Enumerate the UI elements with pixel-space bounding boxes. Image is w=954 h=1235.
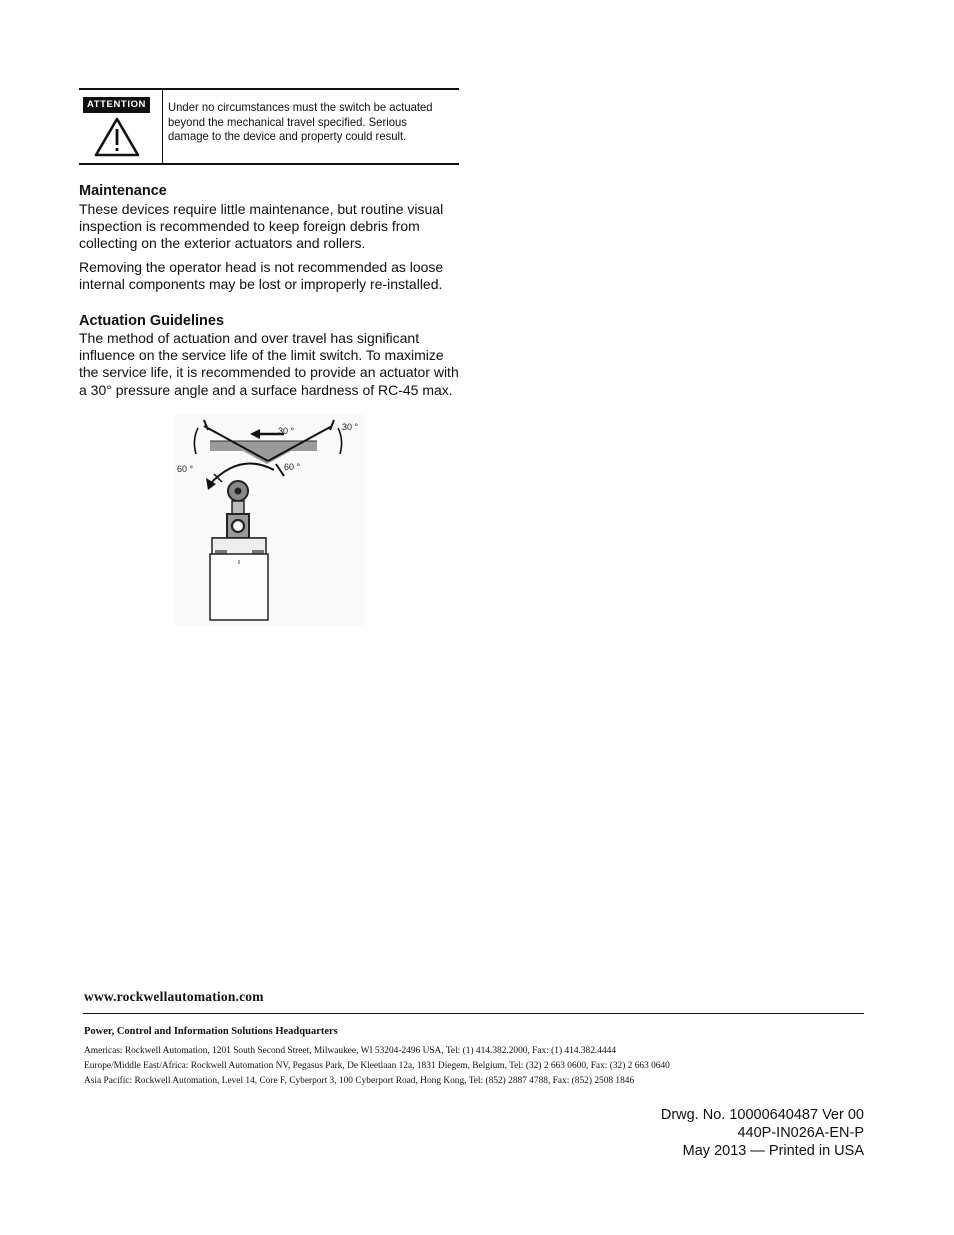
maintenance-paragraph-2: Removing the operator head is not recommended as loose internal components may be lost or improperly re-installed. xyxy=(79,259,444,293)
date-line: May 2013 — Printed in USA xyxy=(682,1143,864,1159)
drawing-number: Drwg. No. 10000640487 Ver 00 xyxy=(660,1107,864,1123)
maintenance-heading: Maintenance xyxy=(79,183,167,199)
attention-box xyxy=(79,88,459,165)
actuation-heading: Actuation Guidelines xyxy=(79,313,225,329)
roller-hub xyxy=(235,488,242,495)
actuation-paragraph: The method of actuation and over travel has significant influence on the service life of the limit switch. To maximize the service life, it is recommended to provide an actuator with a 30° pressure angle and a surface hardness of RC-45 max. xyxy=(79,330,459,398)
lever-arm xyxy=(232,501,244,515)
attention-left-cell xyxy=(79,90,163,163)
footer-address-emea: Europe/Middle East/Africa: Rockwell Automation NV, Pegasus Park, De Kleetlaan 12a, 1831 Diegem, Belgium, Tel: (32) 2 663 0600, Fax: (32) 2 663 0640 xyxy=(84,1061,670,1071)
label-mid-angle: 60 ° xyxy=(284,462,301,472)
attention-text: Under no circumstances must the switch be actuated beyond the mechanical travel specified. Serious damage to the device and property could result. xyxy=(168,100,433,143)
attention-badge: ATTENTION xyxy=(83,97,150,113)
maintenance-paragraph-1: These devices require little maintenance, but routine visual inspection is recommended to keep foreign debris from collecting on the exterior actuators and rollers. xyxy=(79,201,444,252)
pivot-nut xyxy=(232,520,244,532)
publication-number: 440P-IN026A-EN-P xyxy=(737,1125,864,1141)
footer-address-americas: Americas: Rockwell Automation, 1201 South Second Street, Milwaukee, WI 53204-2496 USA, Tel: (1) 414.382.2000, Fax: (1) 414.382.4444 xyxy=(84,1046,617,1056)
footer-hq-title: Power, Control and Information Solutions Headquarters xyxy=(84,1026,338,1037)
footer-address-asia: Asia Pacific: Rockwell Automation, Level 14, Core F, Cyberport 3, 100 Cyberport Road, Hong Kong, Tel: (852) 2887 4788, Fax: (852) 2508 1846 xyxy=(84,1076,635,1086)
warning-triangle-icon xyxy=(94,117,140,157)
label-left-angle: 60 ° xyxy=(177,464,194,474)
actuation-diagram xyxy=(174,414,364,626)
label-right-angle: 30 ° xyxy=(342,422,359,432)
footer-divider xyxy=(83,1013,864,1014)
footer-url[interactable]: www.rockwellautomation.com xyxy=(84,989,264,1004)
label-top-angle: 30 ° xyxy=(278,426,295,436)
